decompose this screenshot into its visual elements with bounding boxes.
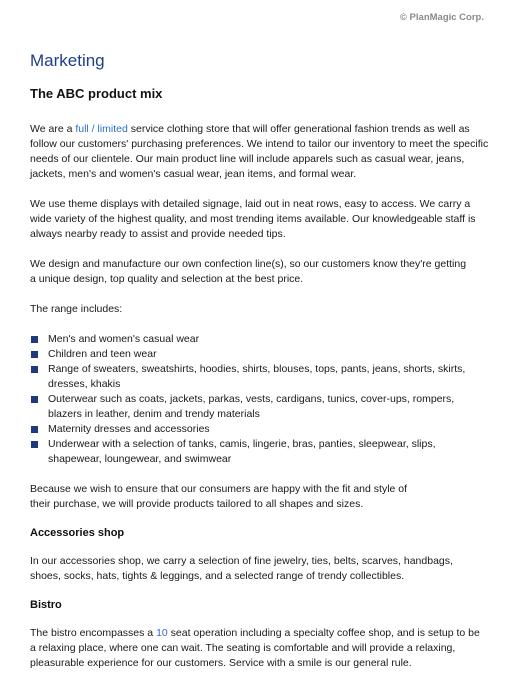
accessories-paragraph: In our accessories shop, we carry a selection of fine jewelry, ties, belts, scarves, handbags, shoes, socks, hats, tights & leggings, and a selected range of trendy collectibles.: [30, 555, 453, 582]
list-item-text: Children and teen wear: [48, 348, 157, 360]
service-type-placeholder: full / limited: [75, 123, 128, 135]
square-bullet-icon: [31, 366, 38, 373]
intro-text-rest: service clothing store that will offer generational fashion trends as well as follow our customers' purchasing preferences. We intend to tailor our inventory to meet the specific needs of our clientele. Our main product line will include apparels such as casual wear, jeans, jackets, men's and women's casual wear, jean items, and formal wear.: [30, 123, 489, 180]
bistro-paragraph: [30, 626, 488, 671]
list-item-text: Underwear with a selection of tanks, camis, lingerie, bras, panties, sleepwear, slips, shapewear, loungewear, and swimwear: [48, 438, 436, 465]
list-item: [30, 422, 492, 437]
design-paragraph: We design and manufacture our own confection line(s), so our customers know they're getting a unique design, top quality and selection at the best price.: [30, 258, 467, 285]
list-item: [30, 437, 478, 467]
range-list: [30, 332, 492, 467]
square-bullet-icon: [31, 396, 38, 403]
list-item-text: Men's and women's casual wear: [48, 333, 200, 345]
intro-text-start: We are a: [30, 123, 76, 135]
list-item: [30, 392, 484, 422]
list-item: [30, 362, 484, 392]
square-bullet-icon: [31, 426, 38, 433]
section-title: Marketing: [30, 51, 105, 70]
list-item-text: Range of sweaters, sweatshirts, hoodies, shirts, blouses, tops, pants, jeans, shorts, skirts, dresses, khakis: [48, 363, 466, 390]
seat-count-placeholder: 10: [156, 627, 168, 639]
square-bullet-icon: [31, 441, 38, 448]
bistro-text-start: The bistro encompasses a: [30, 627, 157, 639]
bistro-text-rest: seat operation including a specialty coffee shop, and is setup to be a relaxing place, where one can wait. The seating is comfortable and will provide a relaxing, pleasurable experience for our customers. Service with a smile is our general rule.: [30, 627, 480, 669]
bistro-heading: Bistro: [30, 599, 62, 611]
accessories-heading: Accessories shop: [30, 527, 125, 539]
document-body: [30, 86, 492, 686]
list-item-text: Maternity dresses and accessories: [48, 423, 210, 435]
list-item: [30, 332, 492, 347]
list-item: [30, 347, 492, 362]
displays-paragraph: We use theme displays with detailed signage, laid out in neat rows, easy to access. We carry a wide variety of the highest quality, and most trending items available. Our knowledgeable staff is always nearby ready to assist and provide needed tips.: [30, 198, 476, 240]
intro-paragraph: [30, 122, 489, 182]
copyright-notice: © PlanMagic Corp.: [399, 12, 484, 23]
square-bullet-icon: [31, 351, 38, 358]
list-item-text: Outerwear such as coats, jackets, parkas, vests, cardigans, tunics, cover-ups, rompers, blazers in leather, denim and trendy materials: [48, 393, 455, 420]
fit-paragraph: Because we wish to ensure that our consumers are happy with the fit and style of their purchase, we will provide products tailored to all shapes and sizes.: [30, 483, 408, 510]
square-bullet-icon: [31, 336, 38, 343]
product-mix-heading: The ABC product mix: [30, 86, 163, 101]
range-intro: The range includes:: [30, 303, 123, 315]
